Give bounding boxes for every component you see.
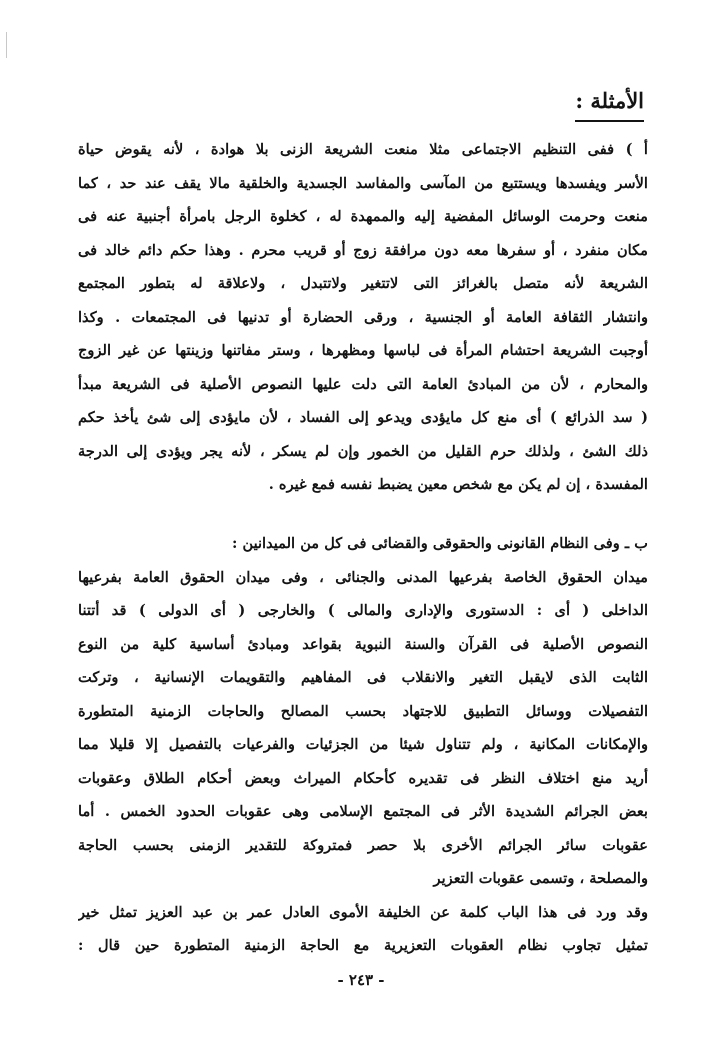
margin-mark — [6, 32, 7, 58]
text-line: منعت وحرمت الوسائل المفضية إليه والممهدة له ، كخلوة الرجل بامرأة أجنبية عنه فى — [78, 208, 648, 225]
text-line: مكان منفرد ، أو سفرها معه دون مرافقة زوج أو قريب محرم . وهذا حكم دائم خالد فى — [78, 241, 648, 259]
text-line: المفسدة ، إن لم يكن مع شخص معين يضبط نفسه فمع غيره . — [268, 476, 648, 493]
text-line: عقوبات سائر الجرائم الأخرى بلا حصر فمتروكة للتقدير الزمنى بحسب الحاجة — [78, 836, 648, 854]
text-line: تمثيل تجاوب نظام العقوبات التعزيرية مع الحاجة الزمنية المتطورة حين قال : — [78, 937, 648, 954]
text-line: الداخلى ( أى : الدستورى والإدارى والمالى ) والخارجى ( أى الدولى ) قد أتتنا — [78, 602, 648, 619]
text-line: أوجبت الشريعة احتشام المرأة فى لباسها ومظهرها ، وستر مفاتنها وزينتها عن غير الزوج — [78, 342, 648, 359]
text-line: ب ـ وفى النظام القانونى والحقوقى والقضائى فى كل من الميدانين : — [232, 535, 648, 552]
page-number: - ٢٤٣ - — [337, 971, 385, 989]
text-line: النصوص الأصلية فى القرآن والسنة النبوية بقواعد ومبادئ أساسية كلية من النوع — [78, 635, 648, 653]
text-line: والمحارم ، لأن من المبادئ العامة التى دلت عليها النصوص الأصلية فى الشريعة مبدأ — [78, 375, 648, 393]
paragraph-b — [78, 527, 648, 963]
text-line: الثابت الذى لايقبل التغير والانقلاب فى المفاهيم والتقويمات الإنسانية ، وتركت — [78, 669, 648, 686]
text-line: والإمكانات المكانية ، ولم تتناول شيئا من الجزئيات والفرعيات بالتفصيل إلا قليلا مما — [78, 736, 648, 753]
text-line: الشريعة لأنه متصل بالغرائز التى لاتتغير ولاتتبدل ، ولاعلاقة له بتطور المجتمع — [78, 275, 648, 292]
text-line: ذلك الشئ ، ولذلك حرم القليل من الخمور وإن لم يسكر ، لأنه يجر ويؤدى إلى الدرجة — [78, 442, 648, 460]
text-line: أريد منع اختلاف النظر فى تقديره كأحكام الميراث وبعض أحكام الطلاق وعقوبات — [78, 769, 648, 787]
text-line: التفصيلات ووسائل التطبيق للاجتهاد بحسب المصالح والحاجات الزمنية المتطورة — [78, 702, 648, 720]
text-line: أ ) ففى التنظيم الاجتماعى مثلا منعت الشريعة الزنى بلا هوادة ، لأنه يقوض حياة — [78, 141, 648, 158]
text-line: وقد ورد فى هذا الباب كلمة عن الخليفة الأموى العادل عمر بن عبد العزيز تمثل خير — [78, 903, 648, 921]
text-line: وانتشار الثقافة العامة أو الجنسية ، ورقى الحضارة أو تدنيها فى المجتمعات . وكذا — [78, 308, 648, 326]
text-line: ميدان الحقوق الخاصة بفرعيها المدنى والجنائى ، وفى ميدان الحقوق العامة بفرعيها — [78, 568, 648, 586]
text-line: والمصلحة ، وتسمى عقوبات التعزير — [433, 870, 648, 887]
text-line: بعض الجرائم الشديدة الأثر فى المجتمع الإسلامى وهى عقوبات الحدود الخمس . أما — [78, 803, 648, 820]
paragraph-a — [78, 133, 648, 502]
section-heading: الأمثلة : — [575, 86, 644, 122]
text-line: ( سد الذرائع ) أى منع كل مايؤدى ويدعو إلى الفساد ، لأن مايؤدى إلى شئ يأخذ حكم — [78, 409, 648, 426]
text-line: الأسر ويفسدها ويستتبع من المآسى والمفاسد الجسدية والخلقية مالا يقف عند حد ، كما — [78, 174, 648, 192]
